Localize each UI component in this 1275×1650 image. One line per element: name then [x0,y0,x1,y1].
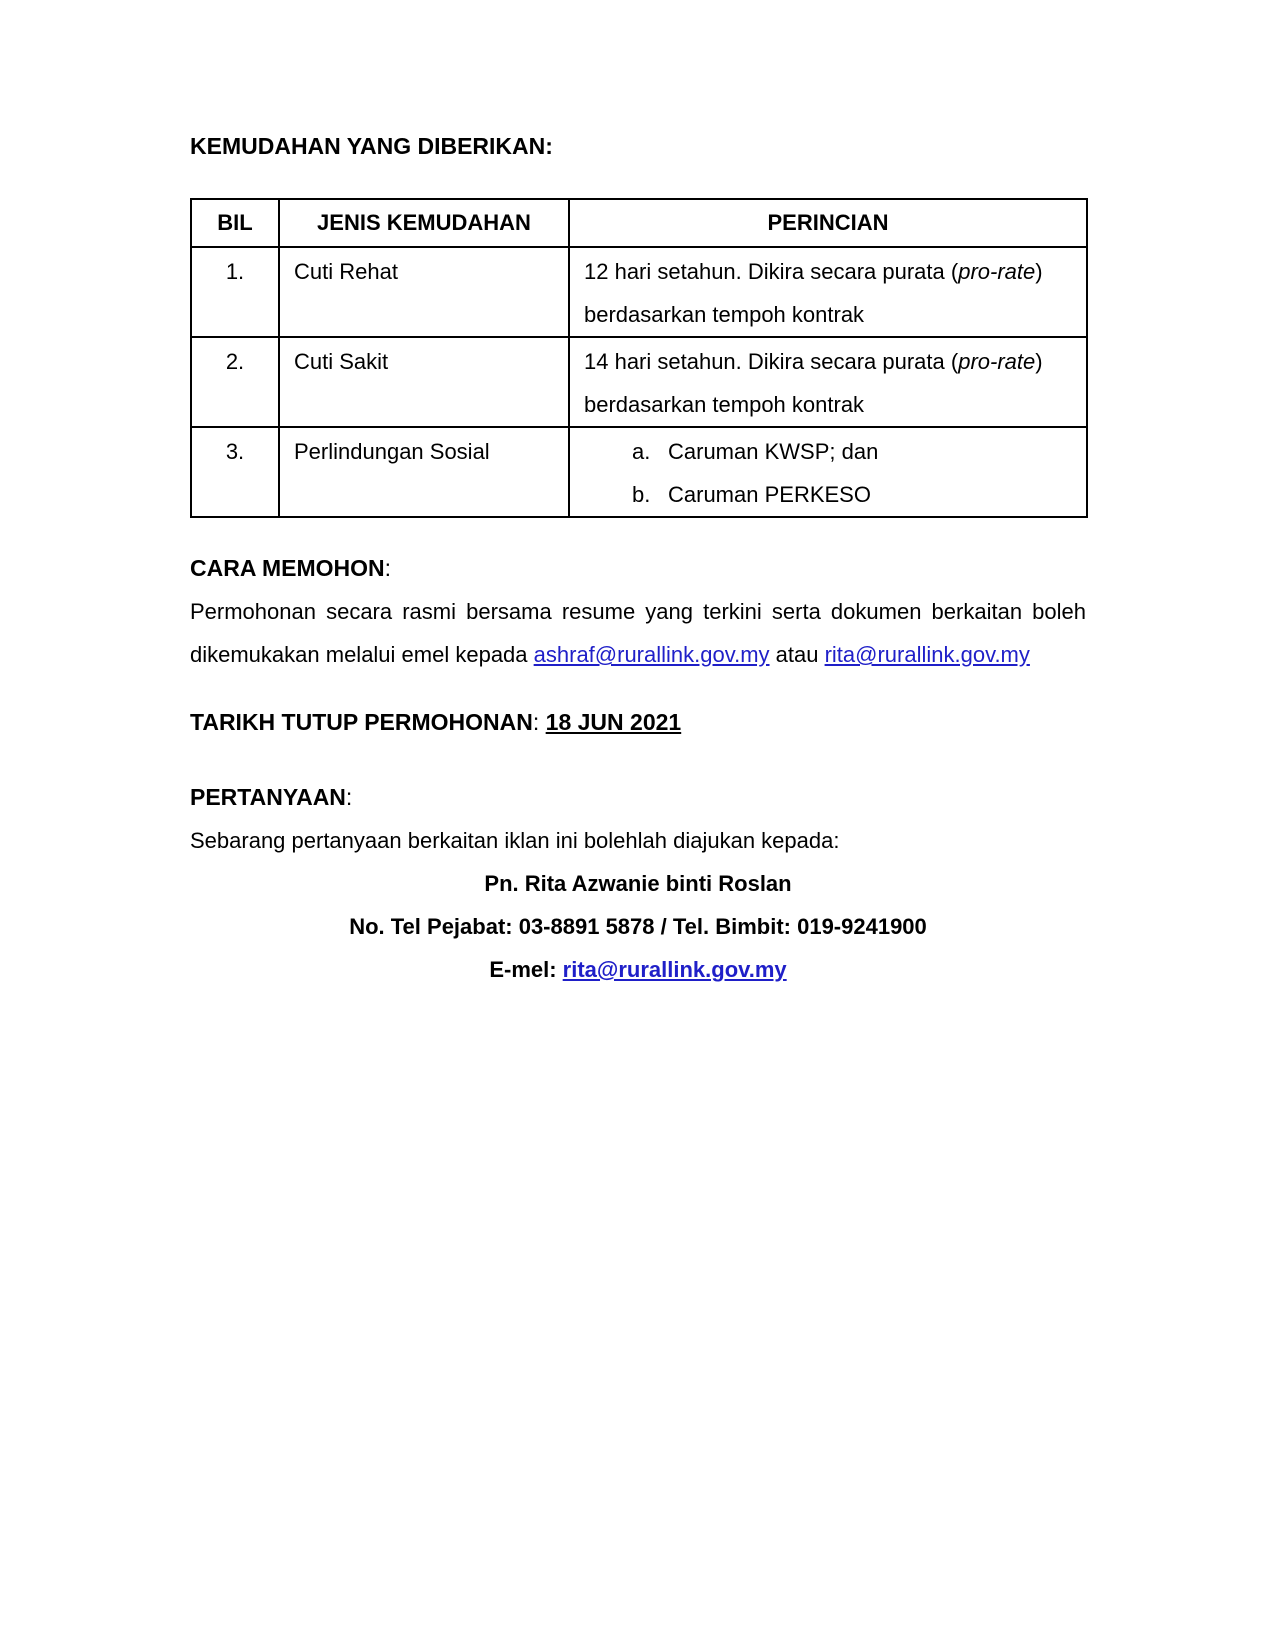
application-paragraph [190,590,1086,676]
cell-perincian [569,247,1087,337]
perincian-text: ) [1035,259,1043,284]
benefits-table [190,198,1088,518]
enquiries-intro: Sebarang pertanyaan berkaitan iklan ini bolehlah diajukan kepada: [190,828,840,853]
contact-phone: No. Tel Pejabat: 03-8891 5878 / Tel. Bimbit: 019-9241900 [349,914,927,939]
enquiries-heading-text: PERTANYAAN [190,784,346,810]
perincian-text: 12 hari setahun. Dikira secara purata ( [584,259,959,284]
cell-perincian [569,337,1087,427]
contact-block [190,862,1086,991]
closing-date-heading: TARIKH TUTUP PERMOHONAN [190,709,533,735]
enquiries-heading [190,776,1086,819]
ashraf-email-link[interactable]: ashraf@rurallink.gov.my [533,642,770,667]
how-to-apply-heading [190,547,1086,590]
rita-email-link[interactable]: rita@rurallink.gov.my [824,642,1030,667]
paragraph-text: atau [769,642,825,667]
cell-bil: 2. [191,337,279,427]
benefit-list-item [584,430,1074,473]
paragraph-text: Permohonan secara rasmi bersama resume yang terkini serta dokumen berkaitan boleh dikemukakan melalui emel kepada [190,599,1086,667]
list-text: Caruman KWSP; dan [668,439,879,464]
list-marker: b. [632,482,651,507]
rita-email-link-footer[interactable]: rita@rurallink.gov.my [562,957,787,982]
table-row [191,337,1087,427]
table-header-bil: BIL [191,199,279,247]
contact-email-label: E-mel: [489,957,563,982]
perincian-italic-text: pro-rate [958,259,1036,284]
cell-perincian [569,427,1087,517]
list-marker: a. [632,439,651,464]
perincian-line: berdasarkan tempoh kontrak [584,392,865,417]
perincian-text: ) [1035,349,1043,374]
perincian-line: berdasarkan tempoh kontrak [584,302,865,327]
heading-colon: : [384,555,392,581]
how-to-apply-heading-text: CARA MEMOHON [190,555,385,581]
contact-email-line [190,948,1086,991]
cell-jenis: Perlindungan Sosial [279,427,569,517]
contact-name: Pn. Rita Azwanie binti Roslan [484,871,792,896]
heading-colon: : [532,709,546,735]
perincian-text: 14 hari setahun. Dikira secara purata ( [584,349,959,374]
benefits-heading: KEMUDAHAN YANG DIBERIKAN: [190,133,553,159]
list-text: Caruman PERKESO [668,482,871,507]
benefit-list-item [584,473,1074,516]
heading-colon: : [345,784,353,810]
perincian-italic-text: pro-rate [958,349,1036,374]
table-header-jenis: JENIS KEMUDAHAN [279,199,569,247]
table-header-row [191,199,1087,247]
perincian-line [584,250,1074,293]
table-row [191,427,1087,517]
closing-date-value: 18 JUN 2021 [545,709,682,735]
table-header-perincian: PERINCIAN [569,199,1087,247]
cell-jenis: Cuti Sakit [279,337,569,427]
cell-jenis: Cuti Rehat [279,247,569,337]
perincian-line [584,340,1074,383]
closing-date-line [190,701,1086,744]
cell-bil: 1. [191,247,279,337]
cell-bil: 3. [191,427,279,517]
table-row [191,247,1087,337]
